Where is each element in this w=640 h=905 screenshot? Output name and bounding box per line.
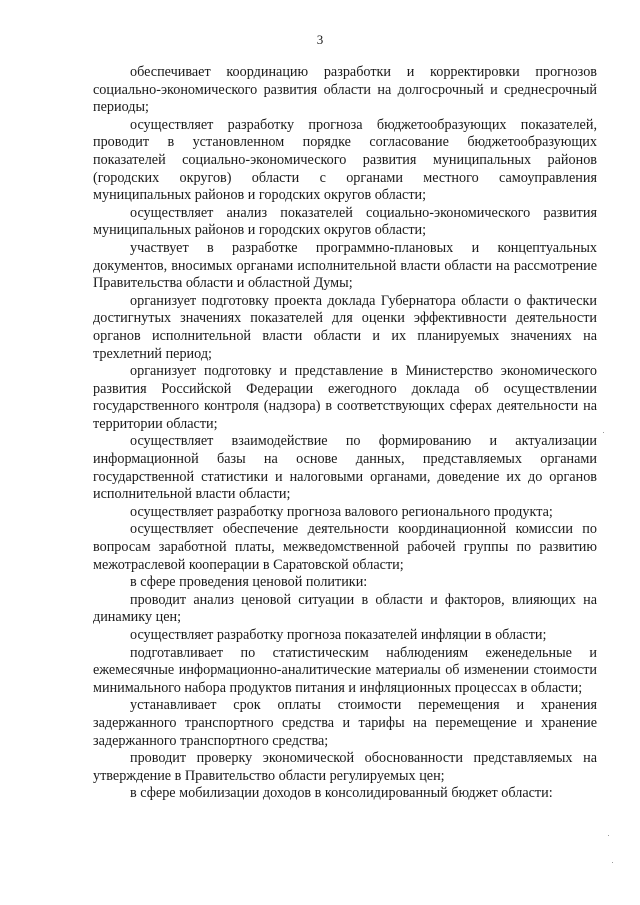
paragraph: устанавливает срок оплаты стоимости перемещения и хранения задержанного транспортного средства и тарифы на перемещение и хранение задержанного транспортного средства; <box>93 697 597 749</box>
paragraph: проводит проверку экономической обоснованности представляемых на утверждение в Правительство области регулируемых цен; <box>93 750 597 784</box>
paragraph: проводит анализ ценовой ситуации в области и факторов, влияющих на динамику цен; <box>93 591 597 626</box>
section-heading: в сфере мобилизации доходов в консолидированный бюджет области: <box>130 785 553 802</box>
paragraph: осуществляет взаимодействие по формированию и актуализации информационной базы на основе данных, представляемых органами государственной статистики и налоговыми органами, доведение их до органов исполнительной власти области; <box>93 433 597 503</box>
paragraph: обеспечивает координацию разработки и корректировки прогнозов социально-экономического развития области на долгосрочный и среднесрочный периоды; <box>93 64 597 116</box>
scan-speck <box>608 835 609 836</box>
paragraph: осуществляет анализ показателей социально-экономического развития муниципальных районов и городских округов области; <box>93 204 597 239</box>
paragraph: осуществляет разработку прогноза показателей инфляции в области; <box>130 627 547 643</box>
scan-speck <box>603 432 604 433</box>
paragraph: участвует в разработке программно-плановых и концептуальных документов, вносимых органами исполнительной власти области на рассмотрение Правительства области и областной Думы; <box>93 239 597 292</box>
paragraph: подготавливает по статистическим наблюдениям еженедельные и ежемесячные информационно-аналитические материалы об изменении стоимости минимального набора продуктов питания и инфляционных процессах в области; <box>93 644 597 696</box>
paragraph: осуществляет разработку прогноза валового регионального продукта; <box>130 503 553 520</box>
section-heading: в сфере проведения ценовой политики: <box>130 574 368 591</box>
page-number: 3 <box>316 32 324 47</box>
paragraph: осуществляет разработку прогноза бюджетообразующих показателей, проводит в установленном порядке согласование бюджетообразующих показателей социально-экономического развития муниципальных районов (городских округов) области с органами местного самоуправления муниципальных районов и городских округов области; <box>93 116 597 204</box>
document-body <box>93 64 597 803</box>
paragraph: организует подготовку проекта доклада Губернатора области о фактически достигнутых значениях показателей для оценки эффективности деятельности органов исполнительной власти области и их планируемых значениях на трехлетний период; <box>93 292 597 362</box>
paragraph: осуществляет обеспечение деятельности координационной комиссии по вопросам заработной платы, межведомственной рабочей группы по развитию межотраслевой кооперации в Саратовской области; <box>93 521 597 573</box>
scan-speck <box>612 862 613 863</box>
paragraph: организует подготовку и представление в Министерство экономического развития Российской Федерации ежегодного доклада об осуществлении государственного контроля (надзора) в соответствующих сферах деятельности на территории области; <box>93 363 597 432</box>
